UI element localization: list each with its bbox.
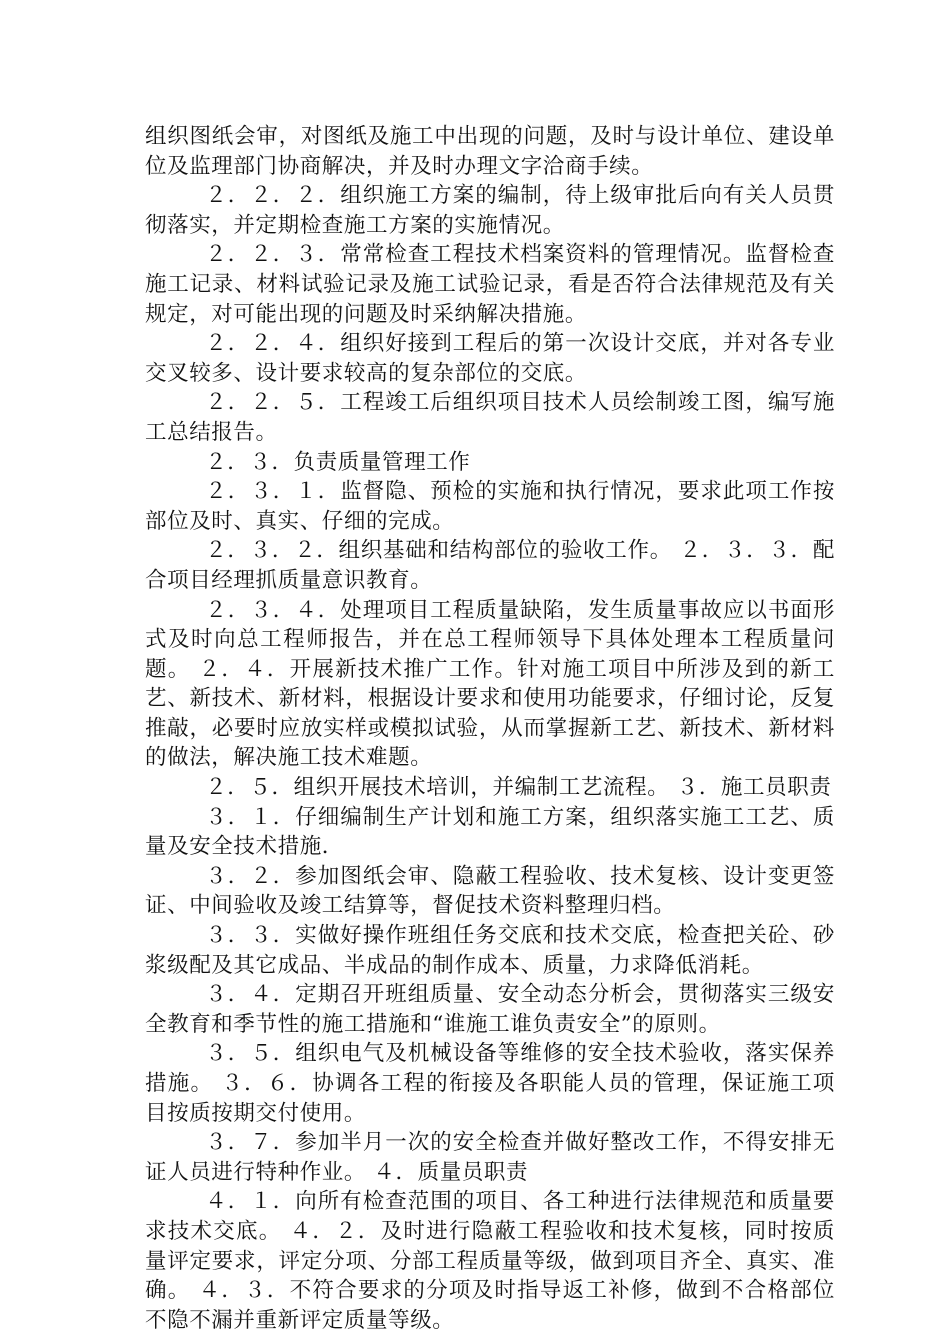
- paragraph: ２．２．３．常常检查工程技术档案资料的管理情况。监督检查施工记录、材料试验记录及施工试验记录，看是否符合法律规范及有关规定，对可能出现的问题及时采纳解决措施。: [145, 242, 835, 327]
- paragraph: ２．２．４．组织好接到工程后的第一次设计交底，并对各专业交叉较多、设计要求较高的复杂部位的交底。: [145, 331, 835, 386]
- section-heading: ２．３．负责质量管理工作: [205, 449, 471, 475]
- paragraph: ３．１．仔细编制生产计划和施工方案，组织落实施工工艺、质量及安全技术措施．: [145, 804, 835, 860]
- paragraph: ２．３．２．组织基础和结构部位的验收工作。 ２．３．３．配合项目经理抓质量意识教育。: [145, 538, 835, 593]
- paragraph: ４．１．向所有检查范围的项目、各工种进行法律规范和质量要求技术交底。 ４．２．及时进行隐蔽工程验收和技术复核，同时按质量评定要求，评定分项、分部工程质量等级，做到项目齐全、真实、准确。 ４．３．不符合要求的分项及时指导返工补修，做到不合格部位不隐不漏并重新评定质量等级。: [145, 1189, 835, 1333]
- paragraph: ３．２．参加图纸会审、隐蔽工程验收、技术复核、设计变更签证、中间验收及竣工结算等，督促技术资料整理归档。: [145, 863, 835, 919]
- paragraph: ３．５．组织电气及机械设备等维修的安全技术验收，落实保养措施。 ３．６．协调各工程的衔接及各职能人员的管理，保证施工项目按质按期交付使用。: [145, 1041, 835, 1126]
- paragraph: 组织图纸会审，对图纸及施工中出现的问题，及时与设计单位、建设单位及监理部门协商解决，并及时办理文字洽商手续。: [145, 124, 835, 179]
- paragraph: ３．４．定期召开班组质量、安全动态分析会，贯彻落实三级安全教育和季节性的施工措施和“谁施工谁负责安全”的原则。: [145, 982, 835, 1037]
- paragraph: ２．３．１．监督隐、预检的实施和执行情况，要求此项工作按部位及时、真实、仔细的完成。: [145, 479, 835, 534]
- paragraph: ３．７．参加半月一次的安全检查并做好整改工作，不得安排无证人员进行特种作业。 ４．质量员职责: [145, 1130, 835, 1185]
- paragraph: ２．２．２．组织施工方案的编制，待上级审批后向有关人员贯彻落实，并定期检查施工方案的实施情况。: [145, 183, 835, 238]
- paragraph: ２．５．组织开展技术培训，并编制工艺流程。 ３．施工员职责: [205, 775, 832, 801]
- paragraph: ３．３．实做好操作班组任务交底和技术交底，检查把关砼、砂浆级配及其它成品、半成品的制作成本、质量，力求降低消耗。: [145, 923, 835, 978]
- document-body: [145, 122, 835, 1335]
- paragraph: ２．３．４．处理项目工程质量缺陷，发生质量事故应以书面形式及时向总工程师报告，并在总工程师领导下具体处理本工程质量问题。 ２．４．开展新技术推广工作。针对施工项目中所涉及到的新工艺、新技术、新材料，根据设计要求和使用功能要求，仔细讨论，反复推敲，必要时应放实样或模拟试验，从而掌握新工艺、新技术、新材料的做法，解决施工技术难题。: [145, 597, 835, 771]
- paragraph: ２．２．５．工程竣工后组织项目技术人员绘制竣工图，编写施工总结报告。: [145, 390, 835, 445]
